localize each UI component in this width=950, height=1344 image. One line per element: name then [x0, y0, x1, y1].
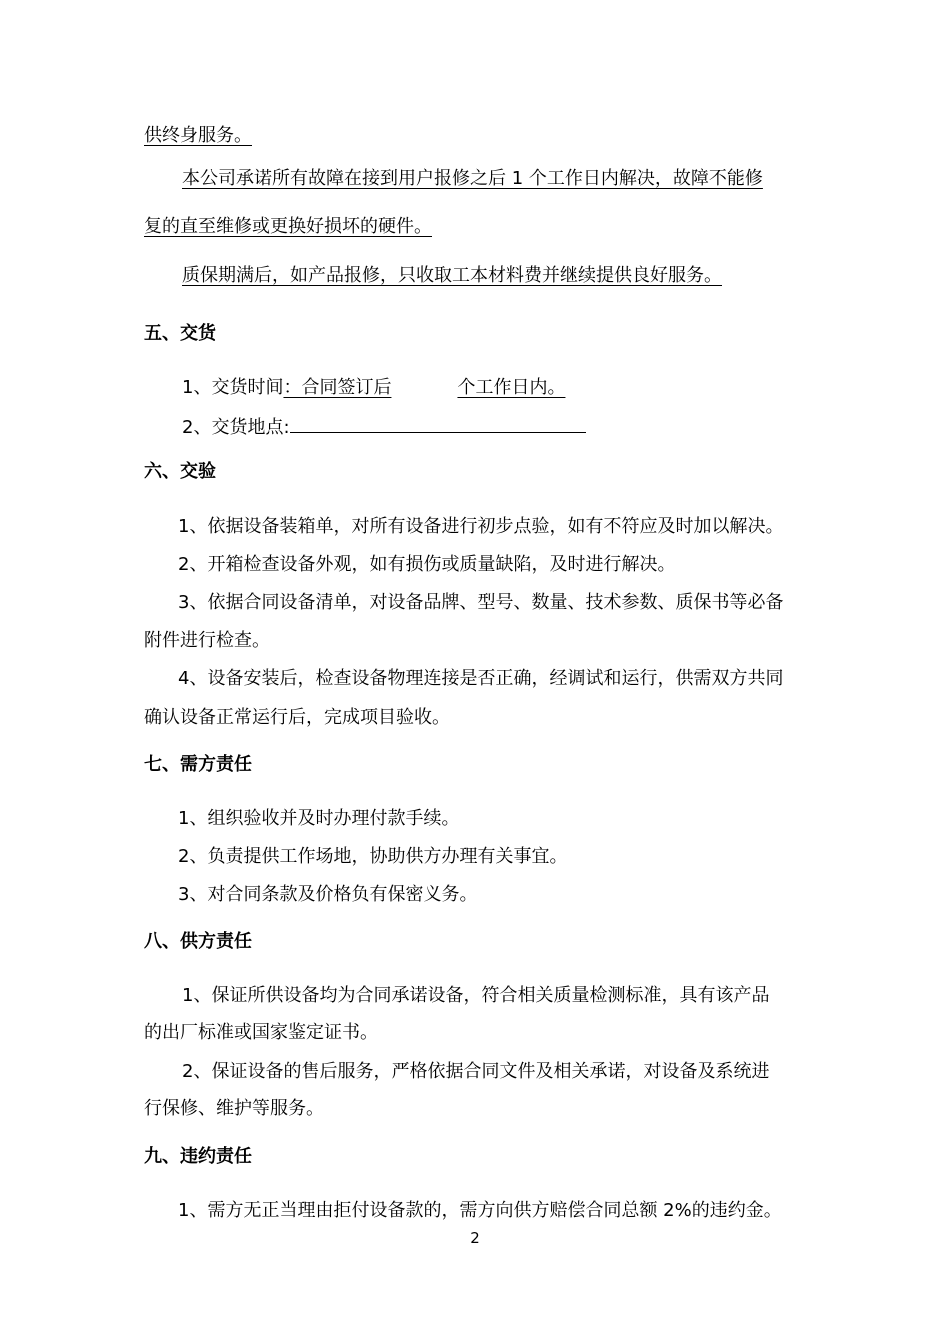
acceptance-item-4-line2: 确认设备正常运行后，完成项目验收。	[144, 707, 450, 728]
warranty-repair-commitment-line2: 复的直至维修或更换好损坏的硬件。	[144, 216, 432, 237]
delivery-time-suffix: 个工作日内。	[457, 377, 566, 398]
delivery-time-label: 1、交货时间	[182, 377, 284, 398]
warranty-post-expiry: 质保期满后，如产品报修，只收取工本材料费并继续提供良好服务。	[182, 265, 722, 286]
section-heading-buyer-responsibility: 七、需方责任	[144, 754, 252, 775]
delivery-time-row	[182, 376, 565, 400]
delivery-place-label: 2、交货地点	[182, 417, 284, 438]
warranty-repair-commitment-line1: 本公司承诺所有故障在接到用户报修之后 1 个工作日内解决，故障不能修	[182, 168, 763, 189]
section-heading-supplier-responsibility: 八、供方责任	[144, 931, 252, 952]
supplier-item-2-line1: 2、保证设备的售后服务，严格依据合同文件及相关承诺，对设备及系统进	[182, 1061, 770, 1082]
buyer-item-2: 2、负责提供工作场地，协助供方办理有关事宜。	[178, 846, 568, 867]
buyer-item-1: 1、组织验收并及时办理付款手续。	[178, 808, 460, 829]
breach-item-1: 1、需方无正当理由拒付设备款的，需方向供方赔偿合同总额 2%的违约金。	[178, 1200, 782, 1221]
page-number: 2	[470, 1229, 480, 1247]
delivery-time-prefix: ：合同签订后	[283, 377, 392, 398]
supplier-item-2-line2: 行保修、维护等服务。	[144, 1098, 324, 1119]
delivery-place-row	[182, 414, 586, 440]
section-heading-breach-liability: 九、违约责任	[144, 1146, 252, 1167]
acceptance-item-3-line2: 附件进行检查。	[144, 630, 270, 651]
supplier-item-1-line1: 1、保证所供设备均为合同承诺设备，符合相关质量检测标准，具有该产品	[182, 985, 770, 1006]
acceptance-item-3-line1: 3、依据合同设备清单，对设备品牌、型号、数量、技术参数、质保书等必备	[178, 592, 784, 613]
acceptance-item-2: 2、开箱检查设备外观，如有损伤或质量缺陷，及时进行解决。	[178, 554, 676, 575]
section-heading-delivery: 五、交货	[144, 323, 216, 344]
delivery-place-colon: :	[283, 417, 290, 438]
delivery-place-blank	[290, 414, 586, 433]
warranty-line-lifetime-service: 供终身服务。	[144, 125, 252, 146]
buyer-item-3: 3、对合同条款及价格负有保密义务。	[178, 884, 478, 905]
supplier-item-1-line2: 的出厂标准或国家鉴定证书。	[144, 1022, 378, 1043]
acceptance-item-1: 1、依据设备装箱单，对所有设备进行初步点验，如有不符应及时加以解决。	[178, 516, 784, 537]
section-heading-acceptance: 六、交验	[144, 461, 216, 482]
acceptance-item-4-line1: 4、设备安装后，检查设备物理连接是否正确，经调试和运行，供需双方共同	[178, 668, 784, 689]
